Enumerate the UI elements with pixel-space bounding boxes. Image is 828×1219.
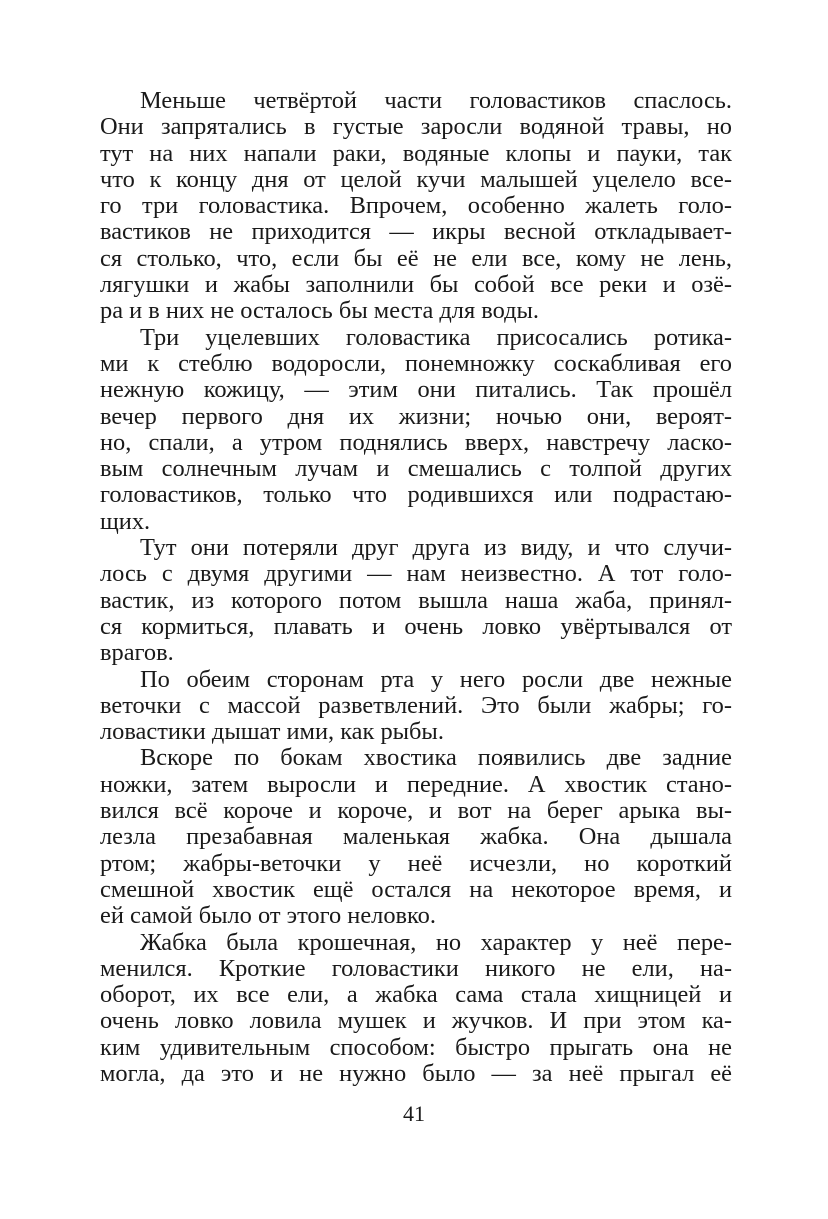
text-line: ртом; жабры-веточки у неё исчезли, но короткий [100, 849, 732, 877]
text-line: лось с двумя другими — нам неизвестно. А тот голо- [100, 560, 732, 588]
text-line: вечер первого дня их жизни; ночью они, вероят- [100, 402, 732, 430]
text-line: ей самой было от этого неловко. [100, 902, 436, 930]
text-line: го три головастика. Впрочем, особенно жалеть голо- [100, 192, 732, 220]
text-line: Жабка была крошечная, но характер у неё пере- [140, 928, 732, 956]
page-number: 41 [403, 1101, 425, 1126]
text-line: ся столько, что, если бы её не ели все, кому не лень, [100, 244, 732, 272]
body-text [100, 88, 732, 1087]
text-line: Меньше четвёртой части головастиков спаслось. [140, 87, 732, 114]
text-line: вым солнечным лучам и смешались с толпой других [100, 455, 732, 483]
text-line: лягушки и жабы заполнили бы собой все реки и озё- [100, 271, 732, 299]
text-line: ножки, затем выросли и передние. А хвостик стано- [100, 770, 732, 798]
text-line: могла, да это и не нужно было — за неё прыгал её [100, 1059, 732, 1087]
text-line: что к концу дня от целой кучи малышей уцелело все- [100, 165, 732, 193]
text-line: Вскоре по бокам хвостика появились две задние [140, 744, 732, 772]
text-line: Три уцелевших головастика присосались ротика- [140, 323, 732, 351]
text-line: головастиков, только что родившихся или подрастаю- [100, 481, 732, 509]
text-line: ся кормиться, плавать и очень ловко увёртывался от [100, 612, 732, 640]
text-line: вился всё короче и короче, и вот на берег арыка вы- [100, 797, 732, 825]
text-line: вастик, из которого потом вышла наша жаба, принял- [100, 586, 732, 614]
text-line: врагов. [100, 639, 174, 667]
text-line: ра и в них не осталось бы места для воды. [100, 297, 540, 325]
text-line: очень ловко ловила мушек и жучков. И при этом ка- [100, 1007, 732, 1035]
text-line: ловастики дышат ими, как рыбы. [100, 718, 444, 746]
text-line: лезла презабавная маленькая жабка. Она дышала [100, 823, 732, 851]
text-line: щих. [100, 507, 151, 535]
text-line: оборот, их все ели, а жабка сама стала хищницей и [100, 981, 732, 1009]
text-line: но, спали, а утром поднялись вверх, навстречу ласко- [100, 428, 732, 456]
text-line: смешной хвостик ещё остался на некоторое время, и [100, 875, 732, 903]
text-line: вастиков не приходится — икры весной откладывает- [100, 218, 732, 246]
text-line: веточки с массой разветвлений. Это были жабры; го- [100, 691, 732, 719]
text-line: Они запрятались в густые заросли водяной травы, но [100, 113, 732, 141]
text-line: По обеим сторонам рта у него росли две нежные [140, 665, 732, 693]
text-line: нежную кожицу, — этим они питались. Так прошёл [100, 376, 732, 404]
text-line: менился. Кроткие головастики никого не ели, на- [100, 954, 732, 982]
text-line: тут на них напали раки, водяные клопы и пауки, так [100, 139, 732, 167]
text-line: ким удивительным способом: быстро прыгать она не [100, 1033, 732, 1061]
text-line: ми к стеблю водоросли, понемножку соскабливая его [100, 349, 732, 377]
text-line: Тут они потеряли друг друга из виду, и что случи- [140, 534, 732, 562]
